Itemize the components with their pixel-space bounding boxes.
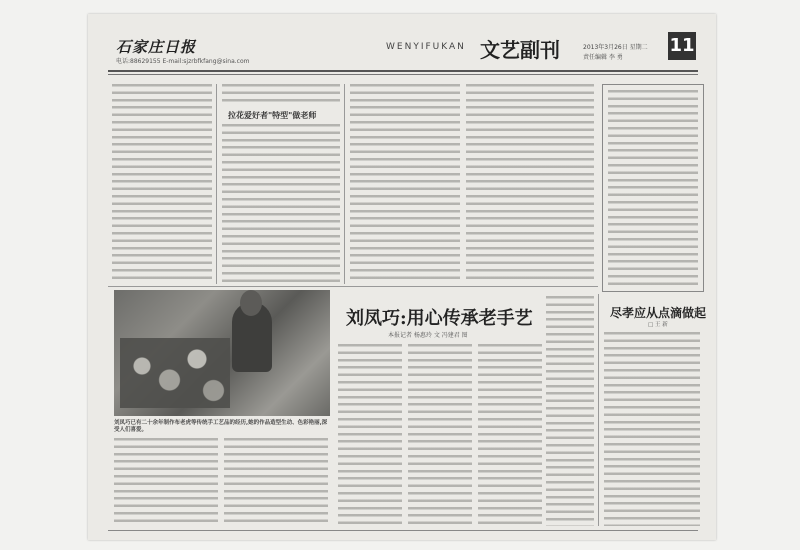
column-divider <box>344 84 345 284</box>
feature-column-5 <box>478 344 542 526</box>
artisan-head-image <box>240 290 262 316</box>
right-column-text <box>604 332 700 526</box>
article-column-2b <box>222 124 340 284</box>
right-column-headline: 尽孝应从点滴做起 <box>610 306 707 320</box>
feature-column-2 <box>224 438 328 526</box>
section-title: 文艺副刊 <box>480 38 560 62</box>
article-column-2a <box>222 84 340 106</box>
issue-date: 2013年3月26日 星期二 <box>583 44 648 51</box>
contact-info: 电话:88629155 E-mail:sjzrbfkfang@sina.com <box>116 58 250 65</box>
page-header <box>88 14 716 76</box>
article-column-3 <box>350 84 460 284</box>
column-divider <box>216 84 217 284</box>
photo-caption: 刘凤巧已有二十余年制作布老虎等传统手工艺品的经历,她的作品造型生动、色彩艳丽,深受人们喜爱。 <box>114 420 328 433</box>
feature-column-4 <box>408 344 472 526</box>
section-latin: WENYIFUKAN <box>386 42 466 52</box>
masthead: 石家庄日报 <box>116 38 197 56</box>
sidebar-subhead: 拉花爱好者"特型"做老师 <box>228 111 317 120</box>
feature-byline: 本报记者 杨惠玲 文 冯建君 图 <box>388 332 468 339</box>
footer-rule <box>108 530 698 531</box>
column-divider <box>598 294 599 526</box>
editor-credit: 责任编辑 李 勇 <box>583 54 623 61</box>
right-column-author: □ 王 新 <box>648 322 668 328</box>
article-column-4 <box>466 84 594 284</box>
feature-title: 刘凤巧:用心传承老手艺 <box>346 308 533 329</box>
feature-photo <box>114 290 330 416</box>
header-rule-thin <box>108 74 698 75</box>
feature-column-6 <box>546 296 594 526</box>
header-rule <box>108 70 698 72</box>
feature-column-1 <box>114 438 218 526</box>
article-column-1 <box>112 84 212 284</box>
boxed-article-text <box>608 90 698 286</box>
cloth-tiger-toys-image <box>120 338 230 408</box>
newspaper-page <box>88 14 716 540</box>
feature-column-3 <box>338 344 402 526</box>
page-number: 11 <box>668 32 696 60</box>
section-divider <box>108 286 598 287</box>
